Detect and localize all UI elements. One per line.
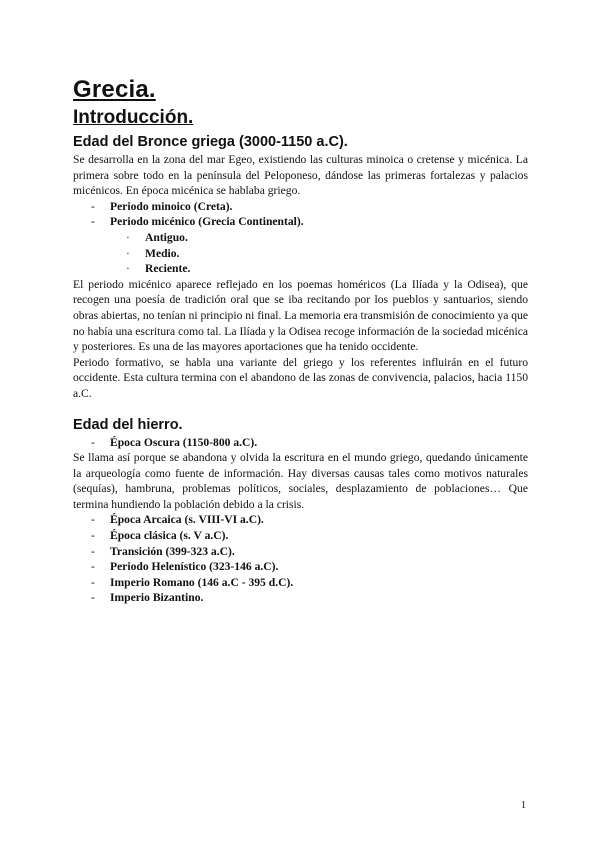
mycenaean-subperiods-list	[73, 230, 528, 277]
list-item: · Medio.	[126, 246, 180, 260]
list-item: · Reciente.	[126, 262, 191, 276]
list-item: - Época Oscura (1150-800 a.C).	[91, 435, 258, 449]
page-number: 1	[521, 800, 526, 811]
list-item: - Imperio Romano (146 a.C - 395 d.C).	[91, 575, 294, 589]
list-item: - Transición (399-323 a.C).	[91, 544, 235, 558]
list-item: - Época Arcaica (s. VIII-VI a.C).	[91, 513, 264, 527]
bullet-marker: -	[91, 591, 95, 605]
bullet-marker: -	[91, 513, 95, 527]
bullet-marker: -	[91, 560, 95, 574]
bullet-marker: -	[91, 199, 95, 213]
page-title: Grecia.	[73, 76, 156, 103]
bullet-marker: ·	[126, 230, 130, 244]
bullet-marker: -	[91, 215, 95, 229]
list-item: - Periodo Helenístico (323-146 a.C).	[91, 560, 279, 574]
section-heading-introduccion: Introducción.	[73, 107, 194, 128]
list-item: - Época clásica (s. V a.C).	[91, 529, 229, 543]
bullet-marker: ·	[126, 262, 130, 276]
list-item: - Periodo minoico (Creta).	[91, 199, 233, 213]
bullet-marker: ·	[126, 246, 130, 260]
bronze-age-heading: Edad del Bronce griega (3000-1150 a.C).	[73, 134, 348, 150]
bullet-marker: -	[91, 575, 95, 589]
dark-age-list	[73, 435, 528, 451]
bullet-marker: -	[91, 435, 95, 449]
list-item: · Antiguo.	[126, 230, 188, 244]
list-item: - Imperio Bizantino.	[91, 591, 204, 605]
mycenaean-paragraph: El periodo micénico aparece reflejado en los poemas homéricos (La Ilíada y la Odisea), que recogen una poesía de tradición oral que se iba recitando por los pueblos y santuarios, siendo obras abiertas, no tenían ni principio ni final. La memoria era transmisión de conocimiento ya que no había una escritura como tal. La Ilíada y la Odisea recoge información de la sociedad micénica y posteriores. Es una de las mayores aportaciones que ha tenido occidente.	[73, 277, 528, 354]
bronze-intro-paragraph: Se desarrolla en la zona del mar Egeo, existiendo las culturas minoica o cretense y micénica. La primera sobre todo en la península del Peloponeso, dándose las primeras fortalezas y palacios micénicos. En época micénica se hablaba griego.	[73, 153, 528, 198]
document-body	[73, 76, 528, 606]
formative-paragraph: Periodo formativo, se habla una variante del griego y los referentes influirán en el futuro occidente. Esta cultura termina con el abandono de las zonas de convivencia, palacios, hacia 1150 a.C.	[73, 355, 528, 400]
bullet-marker: -	[91, 529, 95, 543]
iron-age-heading: Edad del hierro.	[73, 416, 183, 433]
iron-periods-list	[73, 512, 528, 606]
bronze-periods-list	[73, 199, 528, 230]
dark-age-paragraph: Se llama así porque se abandona y olvida la escritura en el mundo griego, quedando únicamente la arqueología como fuente de información. Hay diversas causas tales como motivos naturales (sequías), hambruna, problemas políticos, sociales, desplazamiento de poblaciones… Que termina hundiendo la población debido a la crisis.	[73, 451, 528, 511]
bullet-marker: -	[91, 544, 95, 558]
list-item: - Periodo micénico (Grecia Continental).	[91, 215, 304, 229]
